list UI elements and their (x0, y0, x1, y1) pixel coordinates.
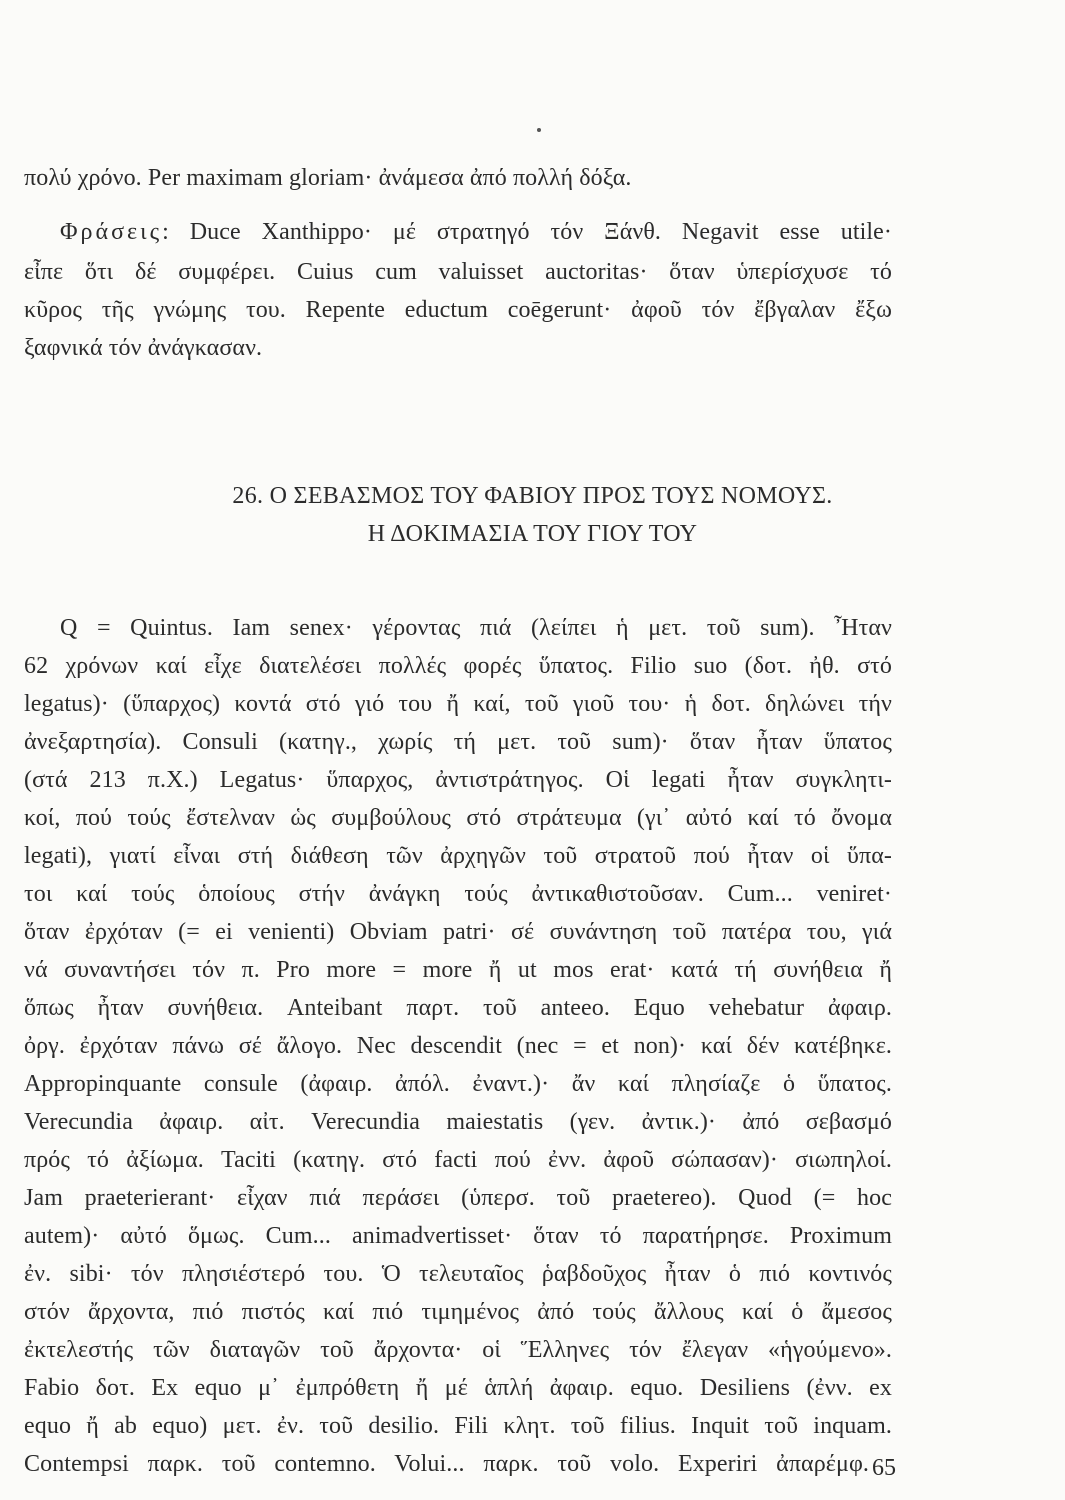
paragraph-3-line-13: Appropinquante consule (ἀφαιρ. ἀπόλ. ἐναντ.)· ἄν καί πλησίαζε ὁ ὕπατος. (24, 1071, 892, 1097)
paragraph-3-line-18: ἐν. sibi· τόν πλησιέστερό του. Ὁ τελευταῖος ῥαβδοῦχος ἦταν ὁ πιό κοντινός (24, 1261, 892, 1287)
paragraph-3-line-9: ὅταν ἐρχόταν (= ei venienti) Obviam patri· σέ συνάντηση τοῦ πατέρα του, γιά (24, 919, 892, 945)
ink-speck (537, 128, 541, 132)
paragraph-3-line-16: Jam praeterierant· εἶχαν πιά περάσει (ὑπερσ. τοῦ praetereo). Quod (= hoc (24, 1185, 892, 1211)
paragraph-3-line-1: Q = Quintus. Iam senex· γέροντας πιά (λείπει ἡ μετ. τοῦ sum). Ἦταν (60, 615, 892, 641)
paragraph-3-line-11: ὅπως ἦταν συνήθεια. Anteibant παρτ. τοῦ anteeo. Equo vehebatur ἀφαιρ. (24, 995, 892, 1021)
paragraph-3-line-23: Contempsi παρκ. τοῦ contemno. Volui... παρκ. τοῦ volo. Experiri ἀπαρέμφ. (24, 1451, 869, 1477)
page-number: 65 (872, 1455, 896, 1481)
paragraph-3-line-12: ὀργ. ἐρχόταν πάνω σέ ἄλογο. Nec descendit (nec = et non)· καί δέν κατέβηκε. (24, 1033, 892, 1059)
paragraph-2-line-1-rest: : Duce Xanthippo· μέ στρατηγό τόν Ξάνθ. Negavit esse utile· (162, 219, 892, 245)
paragraph-3-line-22: equo ἤ ab equo) μετ. ἐν. τοῦ desilio. Fili κλητ. τοῦ filius. Inquit τοῦ inquam. (24, 1413, 892, 1439)
paragraph-3-line-17: autem)· αὐτό ὅμως. Cum... animadvertisset· ὅταν τό παρατήρησε. Proximum (24, 1223, 892, 1249)
section-heading-line-2: Η ΔΟΚΙΜΑΣΙΑ ΤΟΥ ΓΙΟΥ ΤΟΥ (367, 521, 698, 547)
paragraph-3-line-8: τοι καί τούς ὁποίους στήν ἀνάγκη τούς ἀντικαθιστοῦσαν. Cum... veniret· (24, 881, 892, 907)
paragraph-2-line-3: κῦρος τῆς γνώμης του. Repente eductum coēgerunt· ἀφοῦ τόν ἔβγαλαν ἔξω (24, 297, 892, 323)
paragraph-1-line-1: πολύ χρόνο. Per maximam gloriam· ἀνάμεσα ἀπό πολλή δόξα. (24, 165, 632, 191)
paragraph-3-line-15: πρός τό ἀξίωμα. Taciti (κατηγ. στό facti πού ἐνν. ἀφοῦ σώπασαν)· σιωπηλοί. (24, 1147, 892, 1173)
paragraph-3-line-5: (στά 213 π.Χ.) Legatus· ὕπαρχος, ἀντιστράτηγος. Οἱ legati ἦταν συγκλητι- (24, 767, 892, 793)
paragraph-3-line-21: Fabio δοτ. Ex equo μ᾽ ἐμπρόθετη ἤ μέ ἁπλή ἀφαιρ. equo. Desiliens (ἐνν. ex (24, 1375, 892, 1401)
paragraph-2-line-1 (60, 216, 892, 248)
paragraph-3-line-14: Verecundia ἀφαιρ. αἰτ. Verecundia maiestatis (γεν. ἀντικ.)· ἀπό σεβασμό (24, 1109, 892, 1135)
paragraph-3-line-3: legatus)· (ὕπαρχος) κοντά στό γιό του ἤ καί, τοῦ γιοῦ του· ἡ δοτ. δηλώνει τήν (24, 691, 892, 717)
paragraph-2-lead-word: Φράσεις (60, 219, 163, 245)
paragraph-3-line-4: ἀνεξαρτησία). Consuli (κατηγ., χωρίς τή μετ. τοῦ sum)· ὅταν ἦταν ὕπατος (24, 729, 892, 755)
paragraph-2-line-4: ξαφνικά τόν ἀνάγκασαν. (24, 335, 263, 361)
paragraph-3-line-2: 62 χρόνων καί εἶχε διατελέσει πολλές φορές ὕπατος. Filio suo (δοτ. ἠθ. στό (24, 653, 892, 679)
paragraph-2-line-2: εἶπε ὅτι δέ συμφέρει. Cuius cum valuisset auctoritas· ὅταν ὑπερίσχυσε τό (24, 259, 892, 285)
paragraph-3-line-7: legati), γιατί εἶναι στή διάθεση τῶν ἀρχηγῶν τοῦ στρατοῦ πού ἦταν οἱ ὕπα- (24, 843, 892, 869)
paragraph-3-line-20: ἐκτελεστής τῶν διαταγῶν τοῦ ἄρχοντα· οἱ Ἕλληνες τόν ἔλεγαν «ἡγούμενο». (24, 1337, 892, 1363)
paragraph-3-line-10: νά συναντήσει τόν π. Pro more = more ἤ ut mos erat· κατά τή συνήθεια ἤ (24, 957, 892, 983)
section-heading-line-1: 26. Ο ΣΕΒΑΣΜΟΣ ΤΟΥ ΦΑΒΙΟΥ ΠΡΟΣ ΤΟΥΣ ΝΟΜΟΥΣ. (232, 483, 833, 509)
paragraph-3-line-19: στόν ἄρχοντα, πιό πιστός καί πιό τιμημένος ἀπό τούς ἄλλους καί ὁ ἄμεσος (24, 1299, 892, 1325)
paragraph-3-line-6: κοί, πού τούς ἔστελναν ὡς συμβούλους στό στράτευμα (γι᾽ αὐτό καί τό ὄνομα (24, 805, 892, 831)
